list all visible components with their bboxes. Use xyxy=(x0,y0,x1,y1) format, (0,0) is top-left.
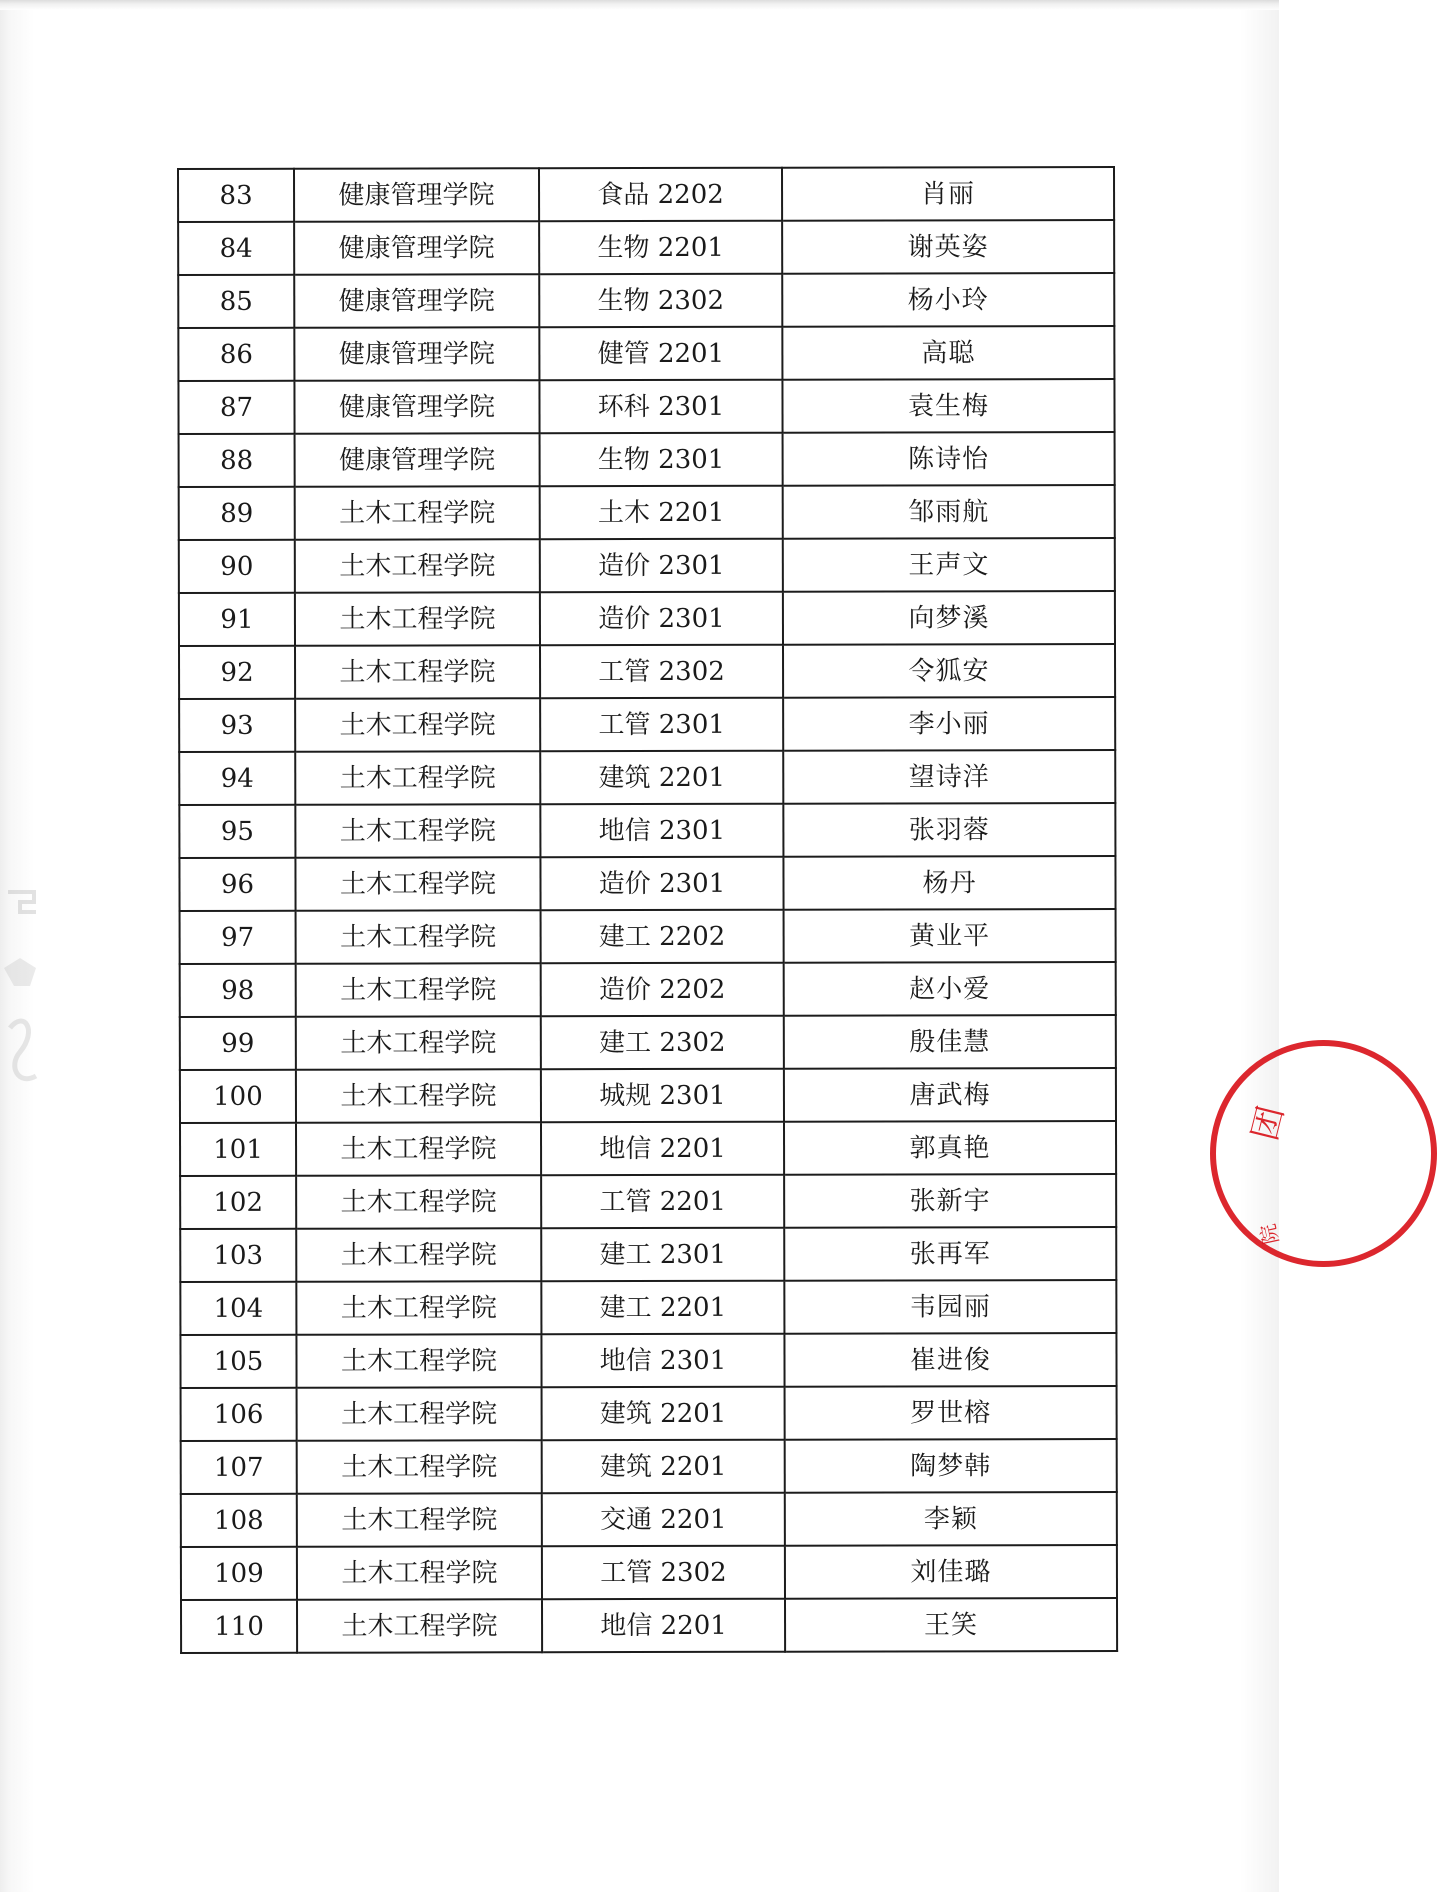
student-name-cell: 唐武梅 xyxy=(784,1068,1116,1122)
table-row xyxy=(180,1280,1116,1335)
school-cell: 土木工程学院 xyxy=(295,645,540,699)
school-cell: 土木工程学院 xyxy=(295,592,540,646)
student-name-cell: 陶梦韩 xyxy=(785,1439,1117,1493)
school-cell: 土木工程学院 xyxy=(296,1175,541,1229)
school-cell: 土木工程学院 xyxy=(295,857,540,911)
row-number-cell: 84 xyxy=(178,222,294,275)
class-cell: 食品 2202 xyxy=(539,168,782,222)
class-cell: 工管 2301 xyxy=(540,698,783,752)
school-cell: 土木工程学院 xyxy=(295,486,540,540)
table-row xyxy=(180,962,1116,1017)
class-cell: 工管 2201 xyxy=(541,1175,784,1229)
class-cell: 地信 2301 xyxy=(541,1334,784,1388)
row-number-cell: 109 xyxy=(181,1547,297,1600)
school-cell: 健康管理学院 xyxy=(294,168,539,222)
row-number-cell: 106 xyxy=(181,1388,297,1441)
school-cell: 土木工程学院 xyxy=(295,539,540,593)
row-number-cell: 108 xyxy=(181,1494,297,1547)
school-cell: 土木工程学院 xyxy=(296,1122,541,1176)
show-through-mark xyxy=(0,880,44,1140)
row-number-cell: 92 xyxy=(179,646,295,699)
school-cell: 土木工程学院 xyxy=(297,1387,542,1441)
school-cell: 土木工程学院 xyxy=(296,1016,541,1070)
class-cell: 建筑 2201 xyxy=(540,751,783,805)
school-cell: 土木工程学院 xyxy=(296,1281,541,1335)
student-name-cell: 王声文 xyxy=(783,538,1115,592)
table-row xyxy=(180,1227,1116,1282)
table-row xyxy=(179,485,1115,540)
class-cell: 交通 2201 xyxy=(542,1493,785,1547)
class-cell: 造价 2301 xyxy=(540,592,783,646)
row-number-cell: 91 xyxy=(179,593,295,646)
student-name-cell: 黄业平 xyxy=(784,909,1116,963)
table-row xyxy=(180,909,1116,964)
class-cell: 地信 2201 xyxy=(542,1599,785,1653)
class-cell: 健管 2201 xyxy=(539,327,782,381)
row-number-cell: 83 xyxy=(178,169,294,222)
school-cell: 健康管理学院 xyxy=(294,380,539,434)
class-cell: 建筑 2201 xyxy=(542,1440,785,1494)
row-number-cell: 104 xyxy=(180,1282,296,1335)
class-cell: 土木 2201 xyxy=(540,486,783,540)
row-number-cell: 103 xyxy=(180,1229,296,1282)
school-cell: 土木工程学院 xyxy=(296,1228,541,1282)
top-edge-shadow xyxy=(0,0,1279,10)
student-name-cell: 望诗洋 xyxy=(783,750,1115,804)
row-number-cell: 94 xyxy=(179,752,295,805)
class-cell: 造价 2301 xyxy=(540,857,783,911)
class-cell: 生物 2301 xyxy=(540,433,783,487)
class-cell: 建工 2202 xyxy=(541,910,784,964)
table-row xyxy=(181,1598,1117,1653)
student-name-cell: 陈诗怡 xyxy=(783,432,1115,486)
school-cell: 健康管理学院 xyxy=(294,327,539,381)
table-row xyxy=(178,326,1114,381)
student-name-cell: 张新宇 xyxy=(784,1174,1116,1228)
table-row xyxy=(178,379,1114,434)
school-cell: 土木工程学院 xyxy=(295,804,540,858)
row-number-cell: 101 xyxy=(180,1123,296,1176)
class-cell: 生物 2201 xyxy=(539,221,782,275)
table-row xyxy=(179,856,1115,911)
student-name-cell: 张再军 xyxy=(784,1227,1116,1281)
seal-character: 院 xyxy=(1255,1221,1284,1247)
student-name-cell: 杨丹 xyxy=(783,856,1115,910)
row-number-cell: 90 xyxy=(179,540,295,593)
class-cell: 建工 2301 xyxy=(541,1228,784,1282)
student-name-cell: 向梦溪 xyxy=(783,591,1115,645)
table-row xyxy=(180,1068,1116,1123)
row-number-cell: 97 xyxy=(180,911,296,964)
school-cell: 土木工程学院 xyxy=(296,1069,541,1123)
student-name-cell: 高聪 xyxy=(782,326,1114,380)
table-row xyxy=(178,220,1114,275)
school-cell: 土木工程学院 xyxy=(295,751,540,805)
row-number-cell: 98 xyxy=(180,964,296,1017)
row-number-cell: 86 xyxy=(178,328,294,381)
student-name-cell: 杨小玲 xyxy=(782,273,1114,327)
class-cell: 造价 2202 xyxy=(541,963,784,1017)
school-cell: 土木工程学院 xyxy=(297,1493,542,1547)
table-row xyxy=(179,538,1115,593)
school-cell: 健康管理学院 xyxy=(295,433,540,487)
school-cell: 健康管理学院 xyxy=(294,221,539,275)
table-row xyxy=(180,1174,1116,1229)
class-cell: 环科 2301 xyxy=(539,380,782,434)
student-name-cell: 王笑 xyxy=(785,1598,1117,1652)
row-number-cell: 99 xyxy=(180,1017,296,1070)
row-number-cell: 107 xyxy=(181,1441,297,1494)
class-cell: 造价 2301 xyxy=(540,539,783,593)
school-cell: 土木工程学院 xyxy=(296,963,541,1017)
table-row xyxy=(181,1492,1117,1547)
row-number-cell: 85 xyxy=(178,275,294,328)
class-cell: 建筑 2201 xyxy=(542,1387,785,1441)
table-row xyxy=(180,1015,1116,1070)
row-number-cell: 105 xyxy=(180,1335,296,1388)
school-cell: 土木工程学院 xyxy=(296,1334,541,1388)
table-row xyxy=(180,1121,1116,1176)
row-number-cell: 87 xyxy=(178,381,294,434)
table-row xyxy=(179,750,1115,805)
row-number-cell: 102 xyxy=(180,1176,296,1229)
student-name-cell: 赵小爱 xyxy=(784,962,1116,1016)
student-name-cell: 殷佳慧 xyxy=(784,1015,1116,1069)
table-row xyxy=(181,1545,1117,1600)
student-name-cell: 郭真艳 xyxy=(784,1121,1116,1175)
table-row xyxy=(179,432,1115,487)
student-name-cell: 令狐安 xyxy=(783,644,1115,698)
class-cell: 地信 2201 xyxy=(541,1122,784,1176)
seal-ring xyxy=(1210,1040,1437,1267)
seal-character: 团 xyxy=(1244,1102,1292,1145)
red-seal-fragment xyxy=(1198,1030,1333,1275)
row-number-cell: 89 xyxy=(179,487,295,540)
table-row xyxy=(178,167,1114,222)
school-cell: 土木工程学院 xyxy=(297,1440,542,1494)
class-cell: 建工 2302 xyxy=(541,1016,784,1070)
school-cell: 土木工程学院 xyxy=(297,1599,542,1653)
table-row xyxy=(179,803,1115,858)
class-cell: 工管 2302 xyxy=(540,645,783,699)
table-row xyxy=(180,1333,1116,1388)
student-name-cell: 李颖 xyxy=(785,1492,1117,1546)
student-name-cell: 张羽蓉 xyxy=(783,803,1115,857)
table-row xyxy=(181,1439,1117,1494)
class-cell: 地信 2301 xyxy=(540,804,783,858)
student-name-cell: 邹雨航 xyxy=(783,485,1115,539)
student-name-cell: 肖丽 xyxy=(782,167,1114,221)
class-cell: 建工 2201 xyxy=(541,1281,784,1335)
student-name-cell: 崔进俊 xyxy=(784,1333,1116,1387)
school-cell: 土木工程学院 xyxy=(295,698,540,752)
student-name-cell: 罗世榕 xyxy=(785,1386,1117,1440)
row-number-cell: 93 xyxy=(179,699,295,752)
row-number-cell: 100 xyxy=(180,1070,296,1123)
table-row xyxy=(179,591,1115,646)
class-cell: 城规 2301 xyxy=(541,1069,784,1123)
school-cell: 健康管理学院 xyxy=(294,274,539,328)
table-row xyxy=(179,697,1115,752)
student-name-cell: 谢英姿 xyxy=(782,220,1114,274)
school-cell: 土木工程学院 xyxy=(296,910,541,964)
table-row xyxy=(178,273,1114,328)
table-row xyxy=(179,644,1115,699)
student-name-cell: 刘佳璐 xyxy=(785,1545,1117,1599)
class-cell: 生物 2302 xyxy=(539,274,782,328)
student-name-cell: 韦园丽 xyxy=(784,1280,1116,1334)
student-name-cell: 李小丽 xyxy=(783,697,1115,751)
student-roster-table xyxy=(177,166,1118,1654)
row-number-cell: 95 xyxy=(179,805,295,858)
row-number-cell: 96 xyxy=(179,858,295,911)
class-cell: 工管 2302 xyxy=(542,1546,785,1600)
student-name-cell: 袁生梅 xyxy=(782,379,1114,433)
roster-table-body xyxy=(178,167,1117,1653)
row-number-cell: 110 xyxy=(181,1600,297,1653)
row-number-cell: 88 xyxy=(179,434,295,487)
table-row xyxy=(181,1386,1117,1441)
school-cell: 土木工程学院 xyxy=(297,1546,542,1600)
